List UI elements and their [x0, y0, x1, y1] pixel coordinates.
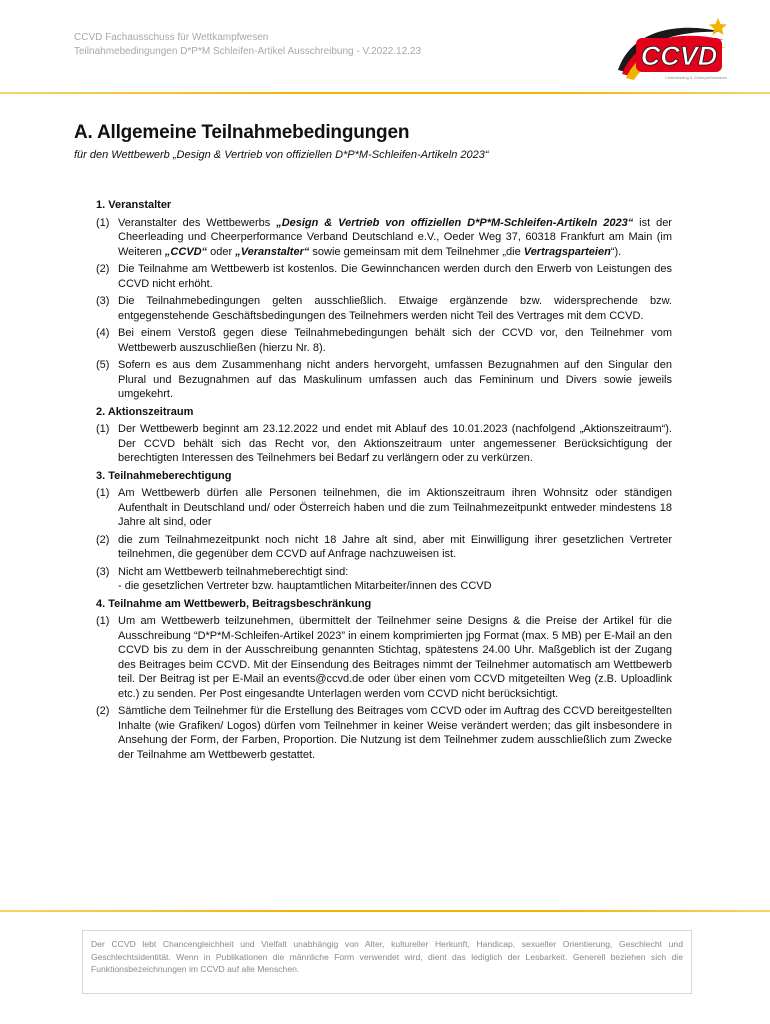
item-number: (2): [96, 263, 110, 275]
item-text: Sofern es aus dem Zusammenhang nicht anders hervorgeht, umfassen Bezugnahmen auf den Singular den Plural und Bezugnahmen auf das Maskulinum umfassen auch das Femininum und Divers sowie jeweils umgekehrt.: [118, 359, 672, 400]
list-item: [96, 565, 672, 594]
item-text: [118, 216, 672, 260]
item-text: Der Wettbewerb beginnt am 23.12.2022 und endet mit Ablauf des 10.01.2023 (nachfolgend „Aktionszeitraum“). Der CCVD behält sich das Recht vor, den Aktionszeitraum unter angemessener Berücksichtigung der berechtigten Interessen des Teilnehmers bei Bedarf zu verlängern oder zu verkürzen.: [118, 423, 672, 464]
item-number: (1): [96, 615, 110, 627]
list-item: [96, 358, 672, 402]
item-number: (1): [96, 423, 110, 435]
text-segment: “).: [610, 245, 622, 258]
item-number: (2): [96, 705, 110, 717]
section-veranstalter: [96, 198, 672, 402]
logo-subtext: Cheerleading & Cheerperformance: [664, 75, 728, 80]
item-number: (2): [96, 533, 110, 546]
section-heading: 2. Aktionszeitraum: [96, 405, 194, 418]
list-item: [96, 422, 672, 466]
footer-divider: [0, 910, 770, 912]
item-number: (4): [96, 327, 110, 339]
document-header: [74, 31, 421, 59]
section-heading: 4. Teilnahme am Wettbewerb, Beitragsbeschränkung: [96, 597, 372, 610]
item-text: Bei einem Verstoß gegen diese Teilnahmebedingungen behält sich der CCVD vor, den Teilnehmer vom Wettbewerb auszuschließen (hierzu Nr. 8).: [118, 327, 672, 354]
emphasis-veranstalter: „Veranstalter“: [235, 245, 310, 258]
section-teilnahme: [96, 597, 672, 763]
header-line-2: Teilnahmebedingungen D*P*M Schleifen-Artikel Ausschreibung - V.2022.12.23: [74, 46, 422, 57]
list-item: [96, 216, 672, 260]
emphasis-vertragsparteien: Vertragsparteien: [523, 245, 611, 258]
ccvd-logo: [612, 18, 732, 84]
item-text: Um am Wettbewerb teilzunehmen, übermittelt der Teilnehmer seine Designs & die Preise der Artikel für die Ausschreibung “D*P*M-Schleifen-Artikel 2023” in einem komprimierten jpg Format (max. 5 MB) per E-Mail an den CCVD bis zu dem in der Ausschreibung genannten Stichtag, spätestens 24.00 Uhr. Maßgeblich ist der Zugang des Beitrages beim CCVD. Mit der Einsendung des Beitrages nimmt der Teilnehmer automatisch am Wettbewerb teil. Der Beitrag ist per E-Mail an events@ccvd.de oder über einen vom CCVD mitgeteilten Weg (z.B. Uploadlink etc.) zu senden. Per Post eingesandte Unterlagen werden vom CCVD nicht berücksichtigt.: [118, 615, 672, 700]
item-text: Am Wettbewerb dürfen alle Personen teilnehmen, die im Aktionszeitraum ihren Wohnsitz oder ständigen Aufenthalt in Deutschland und/ oder Österreich haben und die zum Teilnahmezeitpunkt entweder mindestens 18 Jahre alt sind, oder: [118, 487, 672, 528]
section-aktionszeitraum: [96, 405, 672, 466]
text-segment: Nicht am Wettbewerb teilnahmeberechtigt sind:: [118, 565, 349, 578]
sub-item-text: - die gesetzlichen Vertreter bzw. hauptamtlichen Mitarbeiter/innen des CCVD: [118, 580, 492, 592]
header-divider: [0, 92, 770, 94]
diversity-note: Der CCVD lebt Chancengleichheit und Vielfalt unabhängig von Alter, kultureller Herkunft, Handicap, sexueller Orientierung, Geschlecht und Geschlechtsidentität. Wenn in Publikationen die männliche Form verwendet wird, dient das lediglich der Lesbarkeit. Generell beziehen sich die Funktionsbezeichnungen im CCVD auf alle Menschen.: [82, 930, 692, 994]
list-item: [96, 486, 672, 530]
list-item: [96, 704, 672, 762]
document-body: [96, 198, 672, 765]
page-subtitle: für den Wettbewerb „Design & Vertrieb von offiziellen D*P*M-Schleifen-Artikeln 2023“: [74, 149, 489, 161]
emphasis-ccvd: „CCVD“: [164, 245, 208, 258]
item-text: Die Teilnahme am Wettbewerb ist kostenlos. Die Gewinnchancen werden durch den Erwerb von Leistungen des CCVD nicht erhöht.: [118, 263, 672, 290]
list-item: [96, 533, 672, 562]
item-text: [118, 565, 672, 594]
text-segment: ist der Cheerleading und Cheerperformance Verband Deutschland e.V., Oeder Weg 37, 60318 Frankfurt am Main (im Weiteren: [118, 216, 672, 258]
item-text: die zum Teilnahmezeitpunkt noch nicht 18 Jahre alt sind, aber mit Einwilligung ihrer gesetzlichen Vertreter teilnehmen, die gegenüber dem CCVD auf Anfrage nachzuweisen ist.: [118, 533, 672, 560]
section-heading: 1. Veranstalter: [96, 199, 172, 211]
text-segment: Veranstalter des Wettbewerbs: [118, 216, 277, 229]
text-segment: sowie gemeinsam mit dem Teilnehmer: [309, 245, 503, 258]
section-teilnahmeberechtigung: [96, 469, 672, 594]
section-heading: 3. Teilnahmeberechtigung: [96, 469, 232, 482]
item-number: (3): [96, 295, 110, 307]
list-item: [96, 326, 672, 355]
emphasis-contest-name: „Design & Vertrieb von offiziellen D*P*M-Schleifen-Artikeln 2023“: [276, 216, 634, 229]
header-line-1: CCVD Fachausschuss für Wettkampfwesen: [74, 32, 269, 43]
page-title: A. Allgemeine Teilnahmebedingungen: [74, 122, 410, 143]
list-item: [96, 262, 672, 291]
text-segment: oder: [207, 245, 236, 258]
item-number: (5): [96, 359, 110, 371]
item-text: Die Teilnahmebedingungen gelten ausschließlich. Etwaige ergänzende bzw. widersprechende bzw. entgegenstehende Geschäftsbedingungen des Teilnehmers werden nicht Teil des Vertrages mit dem CCVD.: [118, 295, 672, 322]
list-item: [96, 614, 672, 701]
item-text: Sämtliche dem Teilnehmer für die Erstellung des Beitrages vom CCVD oder im Auftrag des CCVD bereitgestellten Inhalte (wie Grafiken/ Logos) dürfen vom Teilnehmer in keiner Weise verändert werden; das gilt insbesondere in Ansehung der Form, der Farben, Proportion. Die Nutzung ist dem Teilnehmer zudem ausschließlich zum Zwecke der Teilnahme am Wettbewerb gestattet.: [118, 705, 672, 761]
star-icon: [709, 18, 727, 35]
item-number: (3): [96, 565, 110, 578]
item-number: (1): [96, 487, 110, 499]
item-number: (1): [96, 216, 110, 229]
list-item: [96, 294, 672, 323]
logo-text: CCVD: [640, 41, 718, 71]
text-segment: „die: [502, 245, 524, 258]
